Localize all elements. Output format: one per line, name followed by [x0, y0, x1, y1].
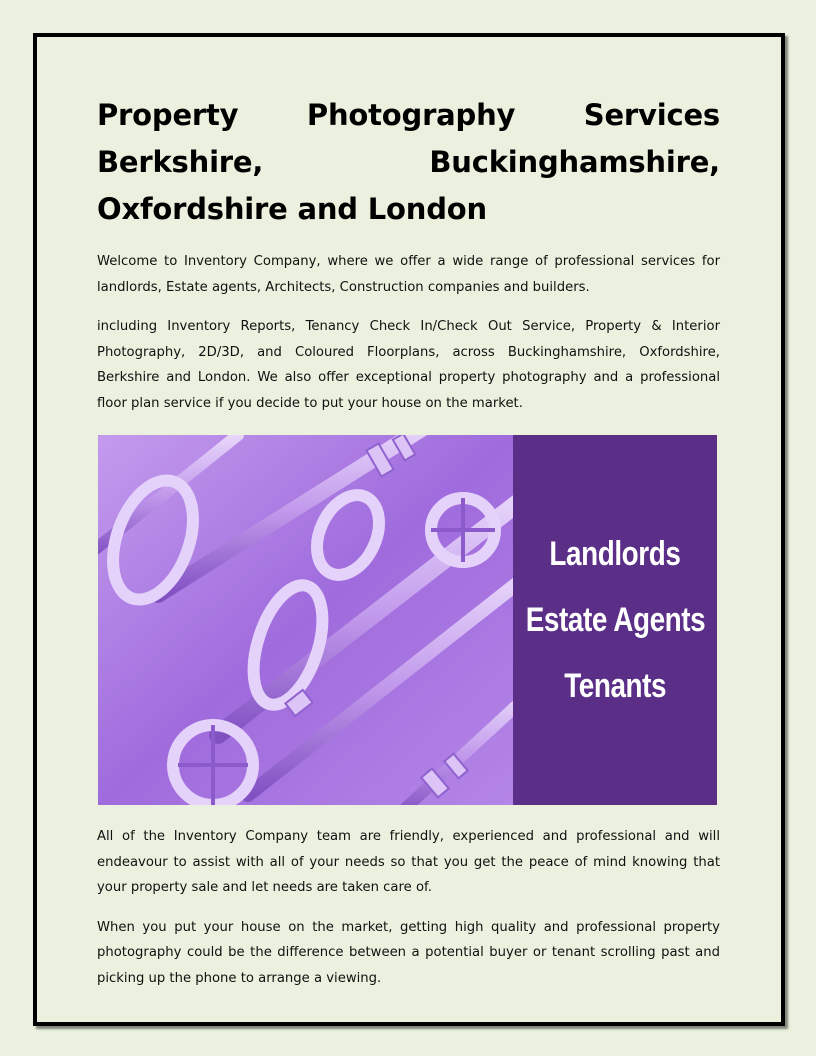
keys-photo: [98, 435, 513, 805]
banner-tenants: Tenants: [564, 667, 666, 705]
page-title: Property Photography Services Berkshire, Buckinghamshire, Oxfordshire and London: [97, 98, 720, 226]
services-paragraph: including Inventory Reports, Tenancy Check In/Check Out Service, Property & Interior Photography, 2D/3D, and Coloured Floorplans, across Buckinghamshire, Oxfordshire, Berkshire and London. We also offer exceptional property photography and a professional floor plan service if you decide to put your house on the market.: [97, 319, 720, 411]
photography-paragraph: When you put your house on the market, getting high quality and professional property photography could be the difference between a potential buyer or tenant scrolling past and picking up the phone to arrange a viewing.: [97, 919, 720, 986]
keys-banner-image: [98, 435, 717, 805]
document-body: [97, 92, 720, 991]
audience-panel: [513, 435, 717, 805]
banner-landlords: Landlords: [549, 535, 681, 573]
team-paragraph: All of the Inventory Company team are friendly, experienced and professional and will endeavour to assist with all of your needs so that you get the peace of mind knowing that your property sale and let needs are taken care of.: [97, 829, 720, 895]
intro-paragraph: Welcome to Inventory Company, where we offer a wide range of professional services for landlords, Estate agents, Architects, Construction companies and builders.: [97, 254, 720, 295]
banner-estate-agents: Estate Agents: [525, 601, 705, 639]
